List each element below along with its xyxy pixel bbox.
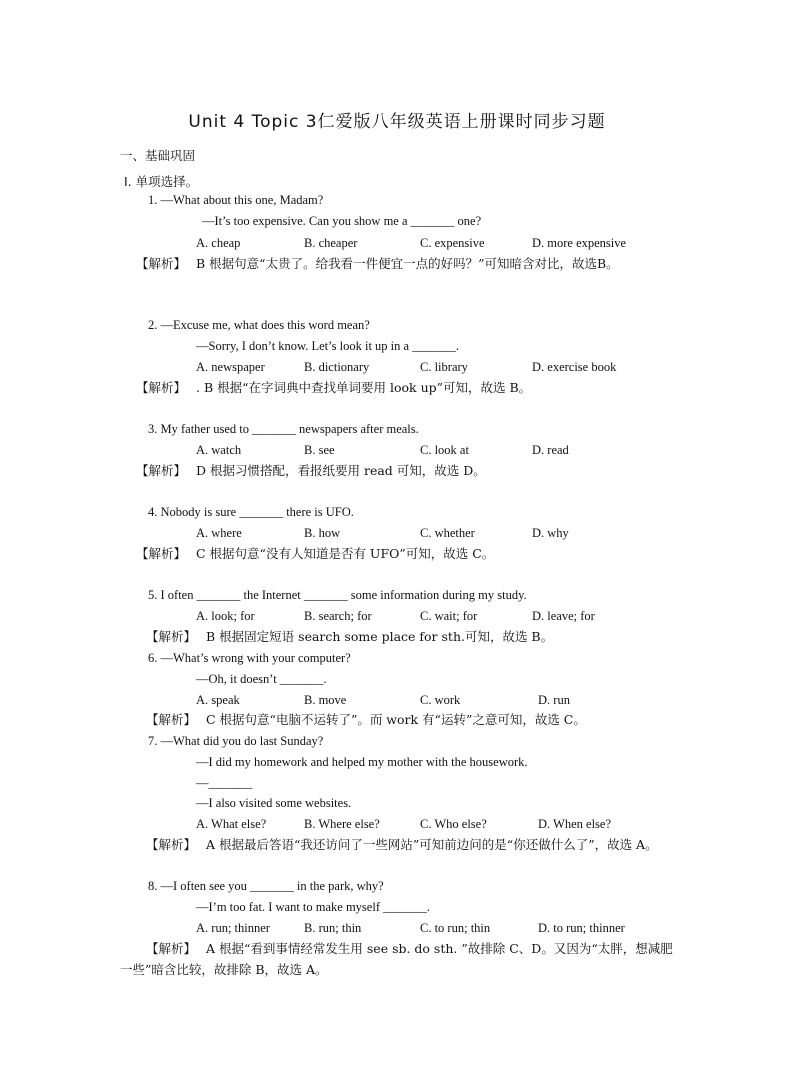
explanation-tag: 【解析】: [136, 380, 187, 395]
question-7-reply-2: —_______: [196, 776, 253, 790]
option-b: B. cheaper: [304, 236, 358, 250]
explanation-text: C 根据句意“没有人知道是否有 UFO”可知，故选 C。: [196, 546, 495, 561]
option-b: B. how: [304, 526, 341, 540]
option-b: B. dictionary: [304, 360, 370, 374]
page-title: Unit 4 Topic 3仁爱版八年级英语上册课时同步习题: [188, 112, 606, 132]
question-6-reply: —Oh, it doesn’t _______.: [196, 672, 327, 686]
option-d: D. why: [532, 526, 569, 540]
question-5-stem: 5. I often _______ the Internet _______ some information during my study.: [148, 588, 527, 602]
explanation-tag: 【解析】: [146, 629, 197, 644]
explanation-tag: 【解析】: [146, 837, 197, 852]
question-2-explanation: [136, 377, 692, 398]
question-7-reply-1: —I did my homework and helped my mother with the housework.: [196, 755, 528, 769]
option-a: A. cheap: [196, 236, 241, 250]
option-a: A. speak: [196, 693, 240, 707]
option-c: C. whether: [420, 526, 475, 540]
option-b: B. see: [304, 443, 335, 457]
option-c: C. work: [420, 693, 461, 707]
option-b: B. move: [304, 693, 347, 707]
option-d: D. read: [532, 443, 569, 457]
option-a: A. watch: [196, 443, 242, 457]
question-1-explanation: [120, 253, 676, 274]
option-d: D. to run; thinner: [538, 921, 625, 935]
explanation-tag: 【解析】: [136, 256, 187, 271]
explanation-text: C 根据句意“电脑不运转了”。而 work 有“运转”之意可知，故选 C。: [206, 712, 586, 727]
question-6-stem: 6. —What’s wrong with your computer?: [148, 651, 351, 665]
option-b: B. search; for: [304, 609, 372, 623]
option-c: C. look at: [420, 443, 469, 457]
explanation-tag: 【解析】: [146, 712, 197, 727]
explanation-text: A 根据最后答语“我还访问了一些网站”可知前边问的是“你还做什么了”，故选 A。: [206, 837, 658, 852]
question-3-stem: 3. My father used to _______ newspapers after meals.: [148, 422, 419, 436]
option-d: D. leave; for: [532, 609, 595, 623]
option-c: C. expensive: [420, 236, 485, 250]
question-3-explanation: [136, 460, 692, 481]
explanation-tag: 【解析】: [136, 546, 187, 561]
option-c: C. Who else?: [420, 817, 487, 831]
explanation-text: B 根据句意“太贵了。给我看一件便宜一点的好吗？”可知暗含对比，故选B。: [196, 256, 619, 271]
option-b: B. Where else?: [304, 817, 380, 831]
question-7-stem: 7. —What did you do last Sunday?: [148, 734, 324, 748]
question-2-reply: —Sorry, I don’t know. Let’s look it up in a _______.: [196, 339, 460, 353]
question-4-stem: 4. Nobody is sure _______ there is UFO.: [148, 505, 354, 519]
question-1-stem: 1. —What about this one, Madam?: [148, 193, 324, 207]
option-a: A. run; thinner: [196, 921, 270, 935]
question-8-explanation: [120, 938, 676, 980]
option-c: C. library: [420, 360, 468, 374]
option-d: D. exercise book: [532, 360, 617, 374]
option-d: D. more expensive: [532, 236, 627, 250]
question-8-stem: 8. —I often see you _______ in the park, why?: [148, 879, 384, 893]
explanation-tag: 【解析】: [136, 463, 187, 478]
explanation-text: D 根据习惯搭配，看报纸要用 read 可知，故选 D。: [196, 463, 486, 478]
option-a: A. What else?: [196, 817, 267, 831]
option-d: D. run: [538, 693, 570, 707]
explanation-text: B 根据固定短语 search some place for sth.可知，故选 B。: [206, 629, 554, 644]
question-8-reply: —I’m too fat. I want to make myself _______.: [196, 900, 430, 914]
explanation-text: . B 根据“在字词典中查找单词要用 look up”可知，故选 B。: [196, 380, 532, 395]
explanation-tag: 【解析】: [146, 941, 197, 956]
question-7-reply-3: —I also visited some websites.: [196, 796, 352, 810]
question-6-explanation: [146, 709, 702, 730]
question-4-explanation: [136, 543, 692, 564]
question-2-stem: 2. —Excuse me, what does this word mean?: [148, 318, 370, 332]
explanation-text: A 根据“看到事情经常发生用 see sb. do sth. ”故排除 C、D。又因为“太胖，想减肥一些”暗含比较，故排除 B，故选 A。: [120, 941, 673, 977]
option-a: A. look; for: [196, 609, 255, 623]
option-a: A. where: [196, 526, 242, 540]
option-a: A. newspaper: [196, 360, 265, 374]
option-c: C. wait; for: [420, 609, 478, 623]
option-c: C. to run; thin: [420, 921, 491, 935]
option-d: D. When else?: [538, 817, 612, 831]
question-7-explanation: [120, 834, 676, 855]
subsection-heading: Ⅰ. 单项选择。: [124, 174, 199, 189]
section-heading: 一、基础巩固: [120, 148, 196, 163]
question-1-reply: —It’s too expensive. Can you show me a _______ one?: [202, 214, 482, 228]
question-5-explanation: [146, 626, 702, 647]
option-b: B. run; thin: [304, 921, 362, 935]
